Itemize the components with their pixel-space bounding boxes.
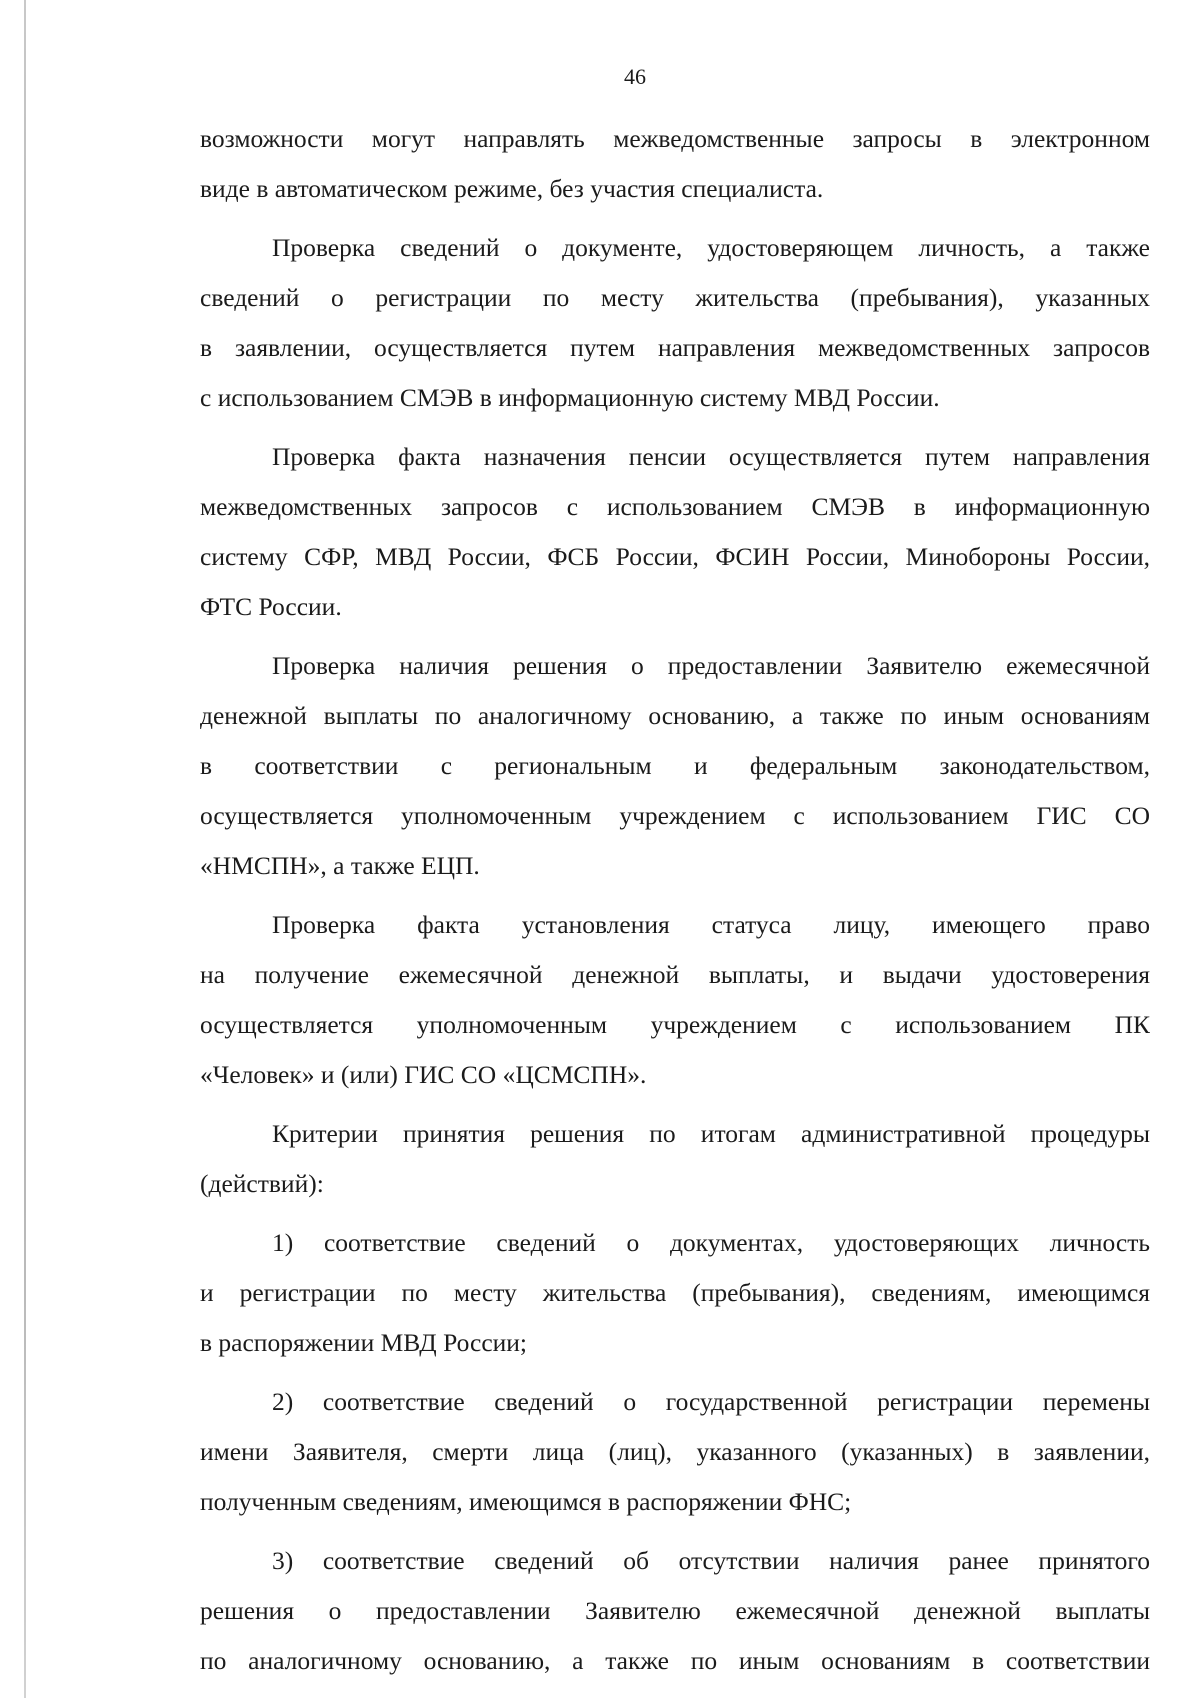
paragraph-3-line-2: межведомственных запросов с использованием СМЭВ в информационную: [200, 492, 1150, 521]
paragraph-1-line-1: возможности могут направлять межведомственные запросы в электронном: [200, 124, 1150, 153]
document-body: [200, 114, 1150, 1686]
paragraph-3-line-3: систему СФР, МВД России, ФСБ России, ФСИН России, Минобороны России,: [200, 542, 1150, 571]
scan-edge: [24, 0, 26, 1698]
paragraph-8-line-3: полученным сведениям, имеющимся в распоряжении ФНС;: [200, 1487, 852, 1516]
paragraph-5-line-3: осуществляется уполномоченным учреждением с использованием ПК: [200, 1010, 1150, 1039]
paragraph-5-line-1: Проверка факта установления статуса лицу, имеющего право: [272, 910, 1150, 939]
paragraph-7-line-2: и регистрации по месту жительства (пребывания), сведениям, имеющимся: [200, 1278, 1150, 1307]
paragraph-6-line-1: Критерии принятия решения по итогам административной процедуры: [272, 1119, 1150, 1148]
paragraph-2-line-4: с использованием СМЭВ в информационную систему МВД России.: [200, 383, 940, 412]
paragraph-2-line-1: Проверка сведений о документе, удостоверяющем личность, а также: [272, 233, 1150, 262]
page-number: 46: [624, 64, 646, 89]
paragraph-2-line-3: в заявлении, осуществляется путем направления межведомственных запросов: [200, 333, 1150, 362]
paragraph-6-line-2: (действий):: [200, 1169, 324, 1198]
paragraph-4-line-2: денежной выплаты по аналогичному основанию, а также по иным основаниям: [200, 701, 1150, 730]
paragraph-9-line-3: по аналогичному основанию, а также по иным основаниям в соответствии: [200, 1646, 1150, 1675]
paragraph-3-line-1: Проверка факта назначения пенсии осуществляется путем направления: [272, 442, 1150, 471]
paragraph-1-line-2: виде в автоматическом режиме, без участия специалиста.: [200, 174, 824, 203]
paragraph-4-line-5: «НМСПН», а также ЕЦП.: [200, 851, 480, 880]
paragraph-4-line-4: осуществляется уполномоченным учреждением с использованием ГИС СО: [200, 801, 1150, 830]
paragraph-9-line-1: 3) соответствие сведений об отсутствии наличия ранее принятого: [272, 1546, 1150, 1575]
paragraph-3-line-4: ФТС России.: [200, 592, 342, 621]
paragraph-7-line-1: 1) соответствие сведений о документах, удостоверяющих личность: [272, 1228, 1150, 1257]
paragraph-8-line-1: 2) соответствие сведений о государственной регистрации перемены: [272, 1387, 1150, 1416]
paragraph-9-line-2: решения о предоставлении Заявителю ежемесячной денежной выплаты: [200, 1596, 1150, 1625]
paragraph-4-line-3: в соответствии с региональным и федеральным законодательством,: [200, 751, 1150, 780]
paragraph-7-line-3: в распоряжении МВД России;: [200, 1328, 528, 1357]
paragraph-5-line-2: на получение ежемесячной денежной выплаты, и выдачи удостоверения: [200, 960, 1150, 989]
paragraph-5-line-4: «Человек» и (или) ГИС СО «ЦСМСПН».: [200, 1060, 647, 1089]
paragraph-4-line-1: Проверка наличия решения о предоставлении Заявителю ежемесячной: [272, 651, 1150, 680]
paragraph-8-line-2: имени Заявителя, смерти лица (лиц), указанного (указанных) в заявлении,: [200, 1437, 1150, 1466]
paragraph-2-line-2: сведений о регистрации по месту жительства (пребывания), указанных: [200, 283, 1150, 312]
